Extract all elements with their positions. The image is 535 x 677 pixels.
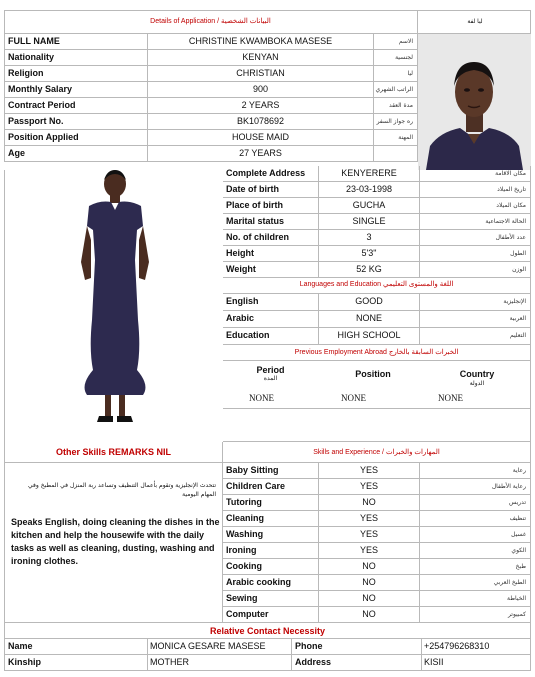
skill-label: Tutoring [223,495,319,511]
languages-title-ar: اللغة والمستوى التعليمي [383,281,454,288]
personal-value: 2 YEARS [148,98,374,114]
contact-name-value: MONICA GESARE MASESE [148,639,292,655]
personal-label: Age [4,146,148,162]
employment-divider [223,408,531,409]
skill-label-ar: كمبيوتر [420,607,531,623]
contact-header [4,623,531,639]
personal-label-ar: الراتب الشهري [374,82,418,98]
detail-value: 23-03-1998 [319,182,420,198]
personal-label-ar: لجنسية [374,50,418,66]
contact-phone-label: Phone [292,639,422,655]
detail-label: Marital status [223,214,319,230]
skill-value: YES [319,511,420,527]
skill-label-ar: طبخ [420,559,531,575]
application-title-ar: البيانات الشخصية [221,18,271,25]
portrait-photo [418,34,531,170]
personal-label: Nationality [4,50,148,66]
personal-label-ar [374,146,418,162]
skill-value: NO [319,495,420,511]
skill-label: Ironing [223,543,319,559]
skill-label: Sewing [223,591,319,607]
personal-label: Contract Period [4,98,148,114]
other-skills-body [4,463,223,623]
skills-header [223,442,531,463]
languages-header [223,277,531,294]
skill-label: Cooking [223,559,319,575]
personal-label-ar: ليا [374,66,418,82]
language-value: GOOD [319,294,420,311]
personal-label-ar: الاسم [374,34,418,50]
personal-value: 27 YEARS [148,146,374,162]
detail-label: Weight [223,262,319,278]
skill-value: NO [319,591,420,607]
application-title: Details of Application / [150,18,220,25]
language-value: NONE [319,311,420,328]
personal-value: BK1078692 [148,114,374,130]
language-label-ar: التعليم [420,328,531,345]
detail-label-ar: تاريخ الميلاد [420,182,531,198]
personal-value: CHRISTIAN [148,66,374,82]
personal-label-ar: المهنة [374,130,418,146]
skill-value: NO [319,575,420,591]
contact-address-label: Address [292,655,422,671]
language-label-ar: الإنجليزية [420,294,531,311]
skill-label: Washing [223,527,319,543]
employment-position-value: NONE [341,393,366,403]
photo-caption: ليا لفة [467,19,483,25]
skill-label-ar: الخياطة [420,591,531,607]
employment-country-value: NONE [438,393,463,403]
detail-label: No. of children [223,230,319,246]
personal-value: CHRISTINE KWAMBOKA MASESE [148,34,374,50]
contact-kinship-label: Kinship [4,655,148,671]
employment-title: Previous Employment Abroad [294,349,387,356]
skill-label-ar: الكوي [420,543,531,559]
detail-value: 52 KG [319,262,420,278]
language-label: English [223,294,319,311]
detail-label-ar: الحالة الاجتماعية [420,214,531,230]
skills-title: Skills and Experience / [313,449,385,456]
employment-position-header: Position [355,369,391,379]
detail-value: KENYERERE [319,166,420,182]
skill-value: NO [319,607,420,623]
application-header [4,10,418,34]
language-label: Education [223,328,319,345]
full-body-photo-frame [4,170,223,442]
other-skills-english: Speaks English, doing cleaning the dishes in the kitchen and help the housewife with the daily tasks as well as cleaning, dusting, washing and ironing clothes. [11,517,220,566]
skill-label-ar: رعاية الأطفال [420,479,531,495]
personal-label: Monthly Salary [4,82,148,98]
detail-label-ar: مكان الميلاد [420,198,531,214]
detail-label: Place of birth [223,198,319,214]
detail-label: Height [223,246,319,262]
personal-value: KENYAN [148,50,374,66]
skill-value: YES [319,463,420,479]
language-label-ar: العربية [420,311,531,328]
skill-value: YES [319,543,420,559]
personal-label-ar: مدة العقد [374,98,418,114]
skill-value: NO [319,559,420,575]
detail-value: 5'3" [319,246,420,262]
skill-label-ar: تدريس [420,495,531,511]
skill-label: Cleaning [223,511,319,527]
personal-value: 900 [148,82,374,98]
personal-label-ar: ره جواز السفر [374,114,418,130]
other-skills-header [4,442,223,463]
skill-label-ar: رعاية [420,463,531,479]
personal-label: Position Applied [4,130,148,146]
personal-label: Passport No. [4,114,148,130]
languages-title: Languages and Education [299,281,382,288]
other-skills-title: Other Skills REMARKS NIL [55,447,172,457]
employment-header [223,345,531,361]
personal-value: HOUSE MAID [148,130,374,146]
detail-value: SINGLE [319,214,420,230]
skills-title-ar: المهارات والخبرات [385,449,440,456]
detail-label-ar: عدد الأطفال [420,230,531,246]
skill-label: Computer [223,607,319,623]
skill-label: Children Care [223,479,319,495]
portrait-photo-frame [418,34,531,170]
skill-label: Arabic cooking [223,575,319,591]
contact-phone-value: +254796268310 [422,639,531,655]
skill-value: YES [319,479,420,495]
employment-period-value: NONE [249,393,274,403]
employment-period-header: Period [256,365,285,375]
detail-value: GUCHA [319,198,420,214]
full-body-photo [5,170,224,442]
employment-title-ar: الخبرات السابقة بالخارج [388,349,459,356]
contact-address-value: KISII [422,655,531,671]
employment-period-header-ar: المدة [263,376,278,382]
personal-label: FULL NAME [4,34,148,50]
employment-table [223,361,531,442]
skill-label-ar: غسيل [420,527,531,543]
other-skills-arabic: تتحدث الإنجليزية وتقوم بأعمال التنظيف وتساعد ربة المنزل في المطبخ وفي المهام اليومية [28,482,216,498]
skill-label-ar: الطبخ العربي [420,575,531,591]
detail-label: Complete Address [223,166,319,182]
skill-label-ar: تنظيف [420,511,531,527]
detail-label-ar: الوزن [420,262,531,278]
skill-label: Baby Sitting [223,463,319,479]
language-value: HIGH SCHOOL [319,328,420,345]
contact-name-label: Name [4,639,148,655]
language-label: Arabic [223,311,319,328]
contact-kinship-value: MOTHER [148,655,292,671]
employment-country-header: Country [459,369,495,379]
detail-label-ar: الطول [420,246,531,262]
contact-title: Relative Contact Necessity [209,626,326,636]
detail-label-ar: مكان الاقامة [420,166,531,182]
skill-value: YES [319,527,420,543]
detail-label: Date of birth [223,182,319,198]
employment-country-header-ar: الدولة [469,381,485,387]
personal-label: Religion [4,66,148,82]
detail-value: 3 [319,230,420,246]
